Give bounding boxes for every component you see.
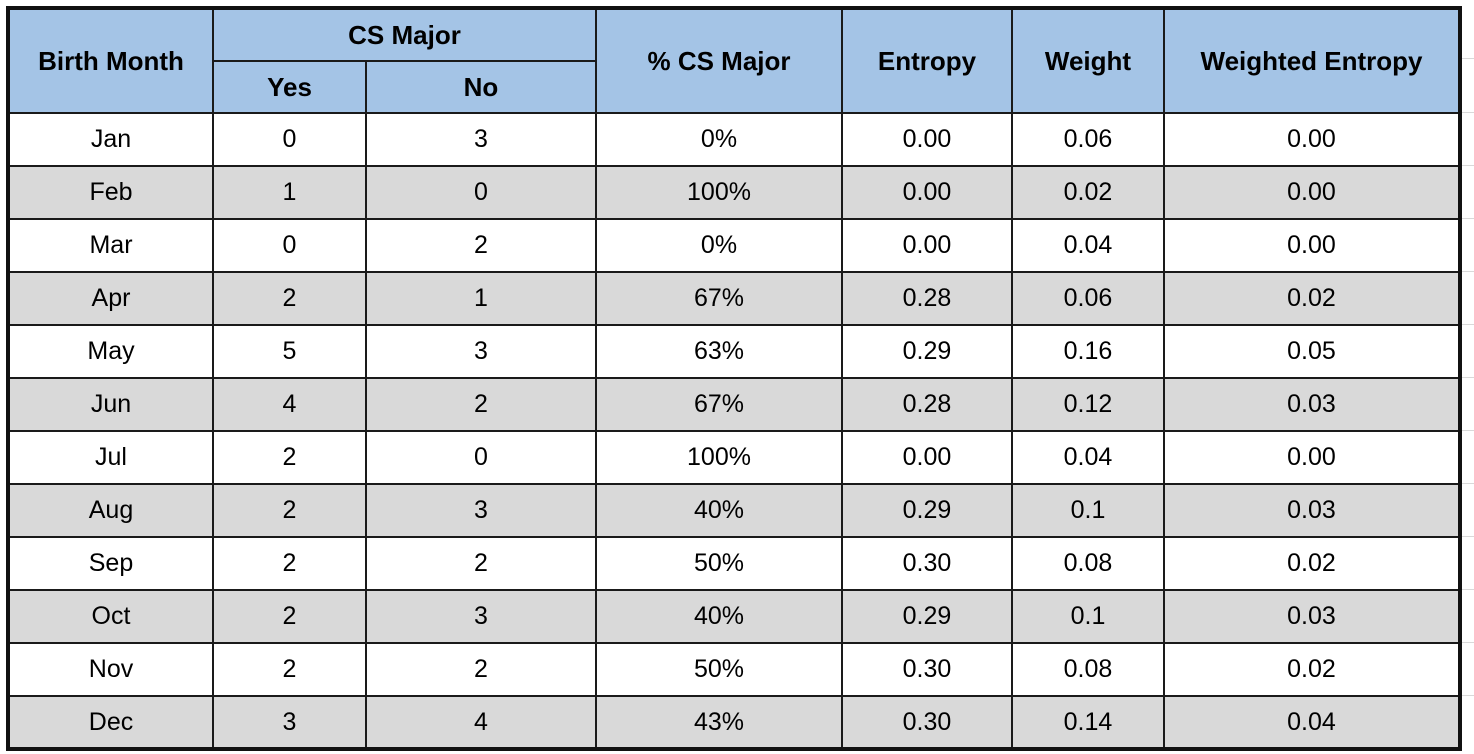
cell-entropy[interactable]: 0.28 <box>842 378 1012 431</box>
cell-weight[interactable]: 0.14 <box>1012 696 1164 749</box>
cell-no[interactable]: 4 <box>366 696 596 749</box>
cell-weight[interactable]: 0.04 <box>1012 219 1164 272</box>
cell-yes[interactable]: 2 <box>213 590 366 643</box>
table-header <box>8 8 1460 113</box>
cell-weighted-entropy[interactable]: 0.02 <box>1164 272 1460 325</box>
cell-pct[interactable]: 50% <box>596 643 842 696</box>
table-row <box>8 113 1460 166</box>
cell-yes[interactable]: 0 <box>213 219 366 272</box>
cell-weight[interactable]: 0.02 <box>1012 166 1164 219</box>
cell-no[interactable]: 0 <box>366 166 596 219</box>
cell-no[interactable]: 3 <box>366 484 596 537</box>
header-weighted-entropy[interactable]: Weighted Entropy <box>1164 8 1460 113</box>
cell-no[interactable]: 2 <box>366 219 596 272</box>
cell-pct[interactable]: 50% <box>596 537 842 590</box>
header-weight[interactable]: Weight <box>1012 8 1164 113</box>
cell-entropy[interactable]: 0.00 <box>842 166 1012 219</box>
cell-weighted-entropy[interactable]: 0.00 <box>1164 113 1460 166</box>
cell-pct[interactable]: 100% <box>596 166 842 219</box>
cell-entropy[interactable]: 0.30 <box>842 643 1012 696</box>
cell-weighted-entropy[interactable]: 0.02 <box>1164 643 1460 696</box>
cell-yes[interactable]: 4 <box>213 378 366 431</box>
cell-month[interactable]: Jun <box>8 378 213 431</box>
cell-entropy[interactable]: 0.29 <box>842 325 1012 378</box>
cell-weighted-entropy[interactable]: 0.00 <box>1164 431 1460 484</box>
cell-entropy[interactable]: 0.30 <box>842 537 1012 590</box>
table-row <box>8 484 1460 537</box>
cell-weight[interactable]: 0.06 <box>1012 272 1164 325</box>
cell-yes[interactable]: 2 <box>213 272 366 325</box>
cell-yes[interactable]: 2 <box>213 431 366 484</box>
cell-month[interactable]: Nov <box>8 643 213 696</box>
cell-no[interactable]: 3 <box>366 113 596 166</box>
cell-weight[interactable]: 0.08 <box>1012 643 1164 696</box>
entropy-table <box>6 6 1462 751</box>
cell-weight[interactable]: 0.06 <box>1012 113 1164 166</box>
cell-pct[interactable]: 40% <box>596 590 842 643</box>
table-body <box>8 113 1460 749</box>
cell-no[interactable]: 2 <box>366 378 596 431</box>
cell-weighted-entropy[interactable]: 0.00 <box>1164 166 1460 219</box>
cell-entropy[interactable]: 0.29 <box>842 590 1012 643</box>
gridline-stubs <box>1460 0 1474 754</box>
cell-month[interactable]: Jan <box>8 113 213 166</box>
cell-weight[interactable]: 0.16 <box>1012 325 1164 378</box>
table-row <box>8 537 1460 590</box>
cell-yes[interactable]: 3 <box>213 696 366 749</box>
table-row <box>8 431 1460 484</box>
cell-pct[interactable]: 43% <box>596 696 842 749</box>
cell-entropy[interactable]: 0.28 <box>842 272 1012 325</box>
cell-entropy[interactable]: 0.29 <box>842 484 1012 537</box>
cell-month[interactable]: Apr <box>8 272 213 325</box>
cell-weighted-entropy[interactable]: 0.05 <box>1164 325 1460 378</box>
cell-weighted-entropy[interactable]: 0.03 <box>1164 484 1460 537</box>
cell-no[interactable]: 2 <box>366 643 596 696</box>
cell-pct[interactable]: 0% <box>596 219 842 272</box>
cell-month[interactable]: Feb <box>8 166 213 219</box>
header-cs-major[interactable]: CS Major <box>213 8 596 61</box>
header-pct-cs-major[interactable]: % CS Major <box>596 8 842 113</box>
cell-entropy[interactable]: 0.00 <box>842 219 1012 272</box>
cell-no[interactable]: 0 <box>366 431 596 484</box>
table-row <box>8 696 1460 749</box>
cell-no[interactable]: 2 <box>366 537 596 590</box>
cell-month[interactable]: Sep <box>8 537 213 590</box>
cell-month[interactable]: Oct <box>8 590 213 643</box>
cell-entropy[interactable]: 0.30 <box>842 696 1012 749</box>
cell-no[interactable]: 1 <box>366 272 596 325</box>
cell-month[interactable]: Aug <box>8 484 213 537</box>
cell-month[interactable]: May <box>8 325 213 378</box>
cell-no[interactable]: 3 <box>366 590 596 643</box>
cell-entropy[interactable]: 0.00 <box>842 431 1012 484</box>
header-birth-month[interactable]: Birth Month <box>8 8 213 113</box>
cell-month[interactable]: Jul <box>8 431 213 484</box>
cell-weight[interactable]: 0.12 <box>1012 378 1164 431</box>
cell-pct[interactable]: 40% <box>596 484 842 537</box>
header-no[interactable]: No <box>366 61 596 113</box>
cell-weighted-entropy[interactable]: 0.00 <box>1164 219 1460 272</box>
cell-weight[interactable]: 0.08 <box>1012 537 1164 590</box>
cell-yes[interactable]: 1 <box>213 166 366 219</box>
cell-pct[interactable]: 67% <box>596 378 842 431</box>
table-row <box>8 219 1460 272</box>
table-row <box>8 272 1460 325</box>
cell-weighted-entropy[interactable]: 0.03 <box>1164 590 1460 643</box>
cell-month[interactable]: Mar <box>8 219 213 272</box>
header-entropy[interactable]: Entropy <box>842 8 1012 113</box>
cell-weight[interactable]: 0.04 <box>1012 431 1164 484</box>
cell-entropy[interactable]: 0.00 <box>842 113 1012 166</box>
cell-yes[interactable]: 2 <box>213 643 366 696</box>
cell-pct[interactable]: 100% <box>596 431 842 484</box>
cell-month[interactable]: Dec <box>8 696 213 749</box>
cell-no[interactable]: 3 <box>366 325 596 378</box>
header-yes[interactable]: Yes <box>213 61 366 113</box>
cell-pct[interactable]: 67% <box>596 272 842 325</box>
cell-weighted-entropy[interactable]: 0.02 <box>1164 537 1460 590</box>
table-row <box>8 643 1460 696</box>
table-row <box>8 325 1460 378</box>
cell-weighted-entropy[interactable]: 0.04 <box>1164 696 1460 749</box>
cell-weight[interactable]: 0.1 <box>1012 590 1164 643</box>
cell-pct[interactable]: 63% <box>596 325 842 378</box>
cell-yes[interactable]: 5 <box>213 325 366 378</box>
cell-weight[interactable]: 0.1 <box>1012 484 1164 537</box>
cell-pct[interactable]: 0% <box>596 113 842 166</box>
table-row <box>8 378 1460 431</box>
table-row <box>8 166 1460 219</box>
cell-yes[interactable]: 0 <box>213 113 366 166</box>
table-row <box>8 590 1460 643</box>
cell-weighted-entropy[interactable]: 0.03 <box>1164 378 1460 431</box>
cell-yes[interactable]: 2 <box>213 484 366 537</box>
cell-yes[interactable]: 2 <box>213 537 366 590</box>
